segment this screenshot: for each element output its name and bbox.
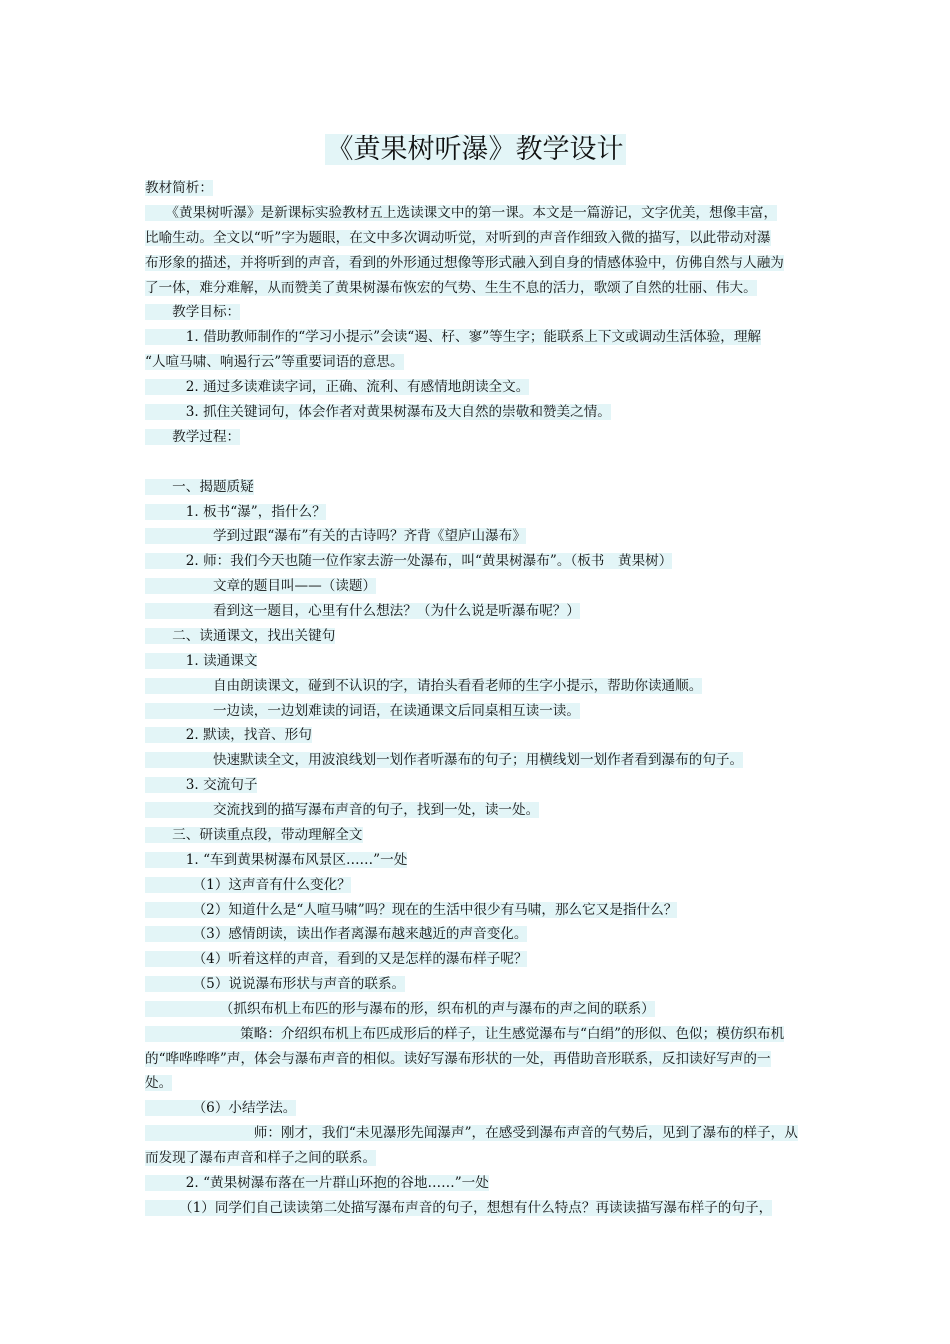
- document-title: [0, 132, 950, 168]
- line-text: 而发现了瀑布声音和样子之间的联系。: [145, 1150, 377, 1166]
- line-text: 2. 师：我们今天也随一位作家去游一处瀑布，叫“黄果树瀑布”。（板书 黄果树）: [145, 553, 673, 569]
- line-text: 二、读通课文，找出关键句: [145, 628, 336, 644]
- line-text: 学到过跟“瀑布”有关的古诗吗？齐背《望庐山瀑布》: [145, 528, 526, 544]
- body-line: [145, 997, 655, 1022]
- body-line: [145, 1171, 489, 1196]
- line-text: 1. “车到黄果树瀑布风景区……”一处: [145, 852, 408, 868]
- body-line: [145, 574, 376, 599]
- body-line: [145, 400, 611, 425]
- body-line: [145, 325, 761, 350]
- body-line: [145, 350, 404, 375]
- line-text: 师：刚才，我们“未见瀑形先闻瀑声”，在感受到瀑布声音的气势后，见到了瀑布的样子，从: [145, 1125, 798, 1141]
- line-text: （抓织布机上布匹的形与瀑布的形，织布机的声与瀑布的声之间的联系）: [145, 1001, 655, 1017]
- body-line: [145, 425, 240, 450]
- line-text: （2）知道什么是“人喧马啸”吗？现在的生活中很少有马啸，那么它又是指什么？: [145, 902, 678, 918]
- body-line: [145, 276, 757, 301]
- line-text: 3. 交流句子: [145, 777, 258, 793]
- title-text: 《黄果树听瀑》教学设计: [326, 134, 624, 165]
- body-line: [145, 1022, 784, 1047]
- body-line: [145, 624, 335, 649]
- body-line: [145, 1146, 376, 1171]
- body-line: [145, 1196, 772, 1221]
- body-line: [145, 375, 529, 400]
- line-text: 看到这一题目，心里有什么想法？（为什么说是听瀑布呢？）: [145, 603, 580, 619]
- body-line: [145, 599, 580, 624]
- line-text: “人喧马啸、响遏行云”等重要词语的意思。: [145, 354, 404, 370]
- body-line: [145, 723, 312, 748]
- body-line: [145, 1096, 296, 1121]
- body-line: [145, 947, 527, 972]
- line-text: 策略：介绍织布机上布匹成形后的样子，让生感觉瀑布与“白绢”的形似、色似；模仿织布机: [145, 1026, 785, 1042]
- line-text: 交流找到的描写瀑布声音的句子，找到一处，读一处。: [145, 802, 540, 818]
- body-line: [145, 201, 777, 226]
- body-line: [145, 873, 351, 898]
- line-text: 1. 读通课文: [145, 653, 258, 669]
- line-text: 1. 板书“瀑”，指什么？: [145, 504, 326, 520]
- line-text: （3）感情朗读，读出作者离瀑布越来越近的声音变化。: [145, 926, 528, 942]
- body-line: [145, 649, 257, 674]
- body-line: [145, 773, 257, 798]
- body-line: [145, 823, 363, 848]
- line-text: 教学过程：: [145, 429, 241, 445]
- line-text: （4）听着这样的声音，看到的又是怎样的瀑布样子呢？: [145, 951, 528, 967]
- body-line: [145, 972, 405, 997]
- body-line: [145, 300, 240, 325]
- line-text: 2. 默读，找音、形句: [145, 727, 312, 743]
- body-line: [145, 500, 326, 525]
- body-line: [145, 1121, 798, 1146]
- line-text: （1）同学们自己读读第二处描写瀑布声音的句子，想想有什么特点？再读读描写瀑布样子的句子，: [145, 1200, 773, 1216]
- line-text: 快速默读全文，用波浪线划一划作者听瀑布的句子；用横线划一划作者看到瀑布的句子。: [145, 752, 744, 768]
- body-line: [145, 798, 539, 823]
- body-line: [145, 1047, 771, 1072]
- body-line: [145, 251, 784, 276]
- line-text: 了一体，难分难解，从而赞美了黄果树瀑布恢宏的气势、生生不息的活力，歌颂了自然的壮丽、伟大。: [145, 280, 757, 296]
- line-text: （5）说说瀑布形状与声音的联系。: [145, 976, 406, 992]
- body-line: [145, 848, 407, 873]
- line-text: 《黄果树听瀑》是新课标实验教材五上选读课文中的第一课。本文是一篇游记，文字优美，想像丰富，: [145, 205, 778, 221]
- line-text: 自由朗读课文，碰到不认识的字，请抬头看看老师的生字小提示，帮助你读通顺。: [145, 678, 703, 694]
- line-text: 1. 借助教师制作的“学习小提示”会读“遏、杍、寥”等生字；能联系上下文或调动生活体验，理解: [145, 329, 762, 345]
- line-text: 教材简析：: [145, 180, 213, 196]
- line-text: （6）小结学法。: [145, 1100, 297, 1116]
- line-text: 教学目标：: [145, 304, 241, 320]
- line-text: 布形象的描述，并将听到的声音，看到的外形通过想像等形式融入到自身的情感体验中，仿佛自然与人融为: [145, 255, 784, 271]
- body-line: [145, 475, 254, 500]
- body-line: [145, 699, 580, 724]
- line-text: 一边读，一边划难读的词语，在读通课文后同桌相互读一读。: [145, 703, 580, 719]
- body-line: [145, 898, 677, 923]
- body-line: [145, 674, 702, 699]
- line-text: 2. 通过多读难读字词，正确、流利、有感情地朗读全文。: [145, 379, 530, 395]
- body-line: [145, 922, 527, 947]
- line-text: 2. “黄果树瀑布落在一片群山环抱的谷地……”一处: [145, 1175, 489, 1191]
- body-line: [145, 226, 771, 251]
- body-line: [145, 176, 213, 201]
- body-line: [145, 549, 672, 574]
- body-line: [145, 1071, 172, 1096]
- line-text: 比喻生动。全文以“听”字为题眼，在文中多次调动听觉，对听到的声音作细致入微的描写，以此带动对瀑: [145, 230, 771, 246]
- body-line: [145, 748, 743, 773]
- line-text: （1）这声音有什么变化？: [145, 877, 351, 893]
- line-text: 文章的题目叫——（读题）: [145, 578, 377, 594]
- line-text: 三、研读重点段，带动理解全文: [145, 827, 363, 843]
- line-text: 处。: [145, 1075, 173, 1091]
- line-text: 一、揭题质疑: [145, 479, 254, 495]
- body-line: [145, 524, 526, 549]
- line-text: 的“哗哗哗哗”声，体会与瀑布声音的相似。读好写瀑布形状的一处，再借助音形联系，反扣读好写声的一: [145, 1051, 771, 1067]
- line-text: 3. 抓住关键词句，体会作者对黄果树瀑布及大自然的崇敬和赞美之情。: [145, 404, 611, 420]
